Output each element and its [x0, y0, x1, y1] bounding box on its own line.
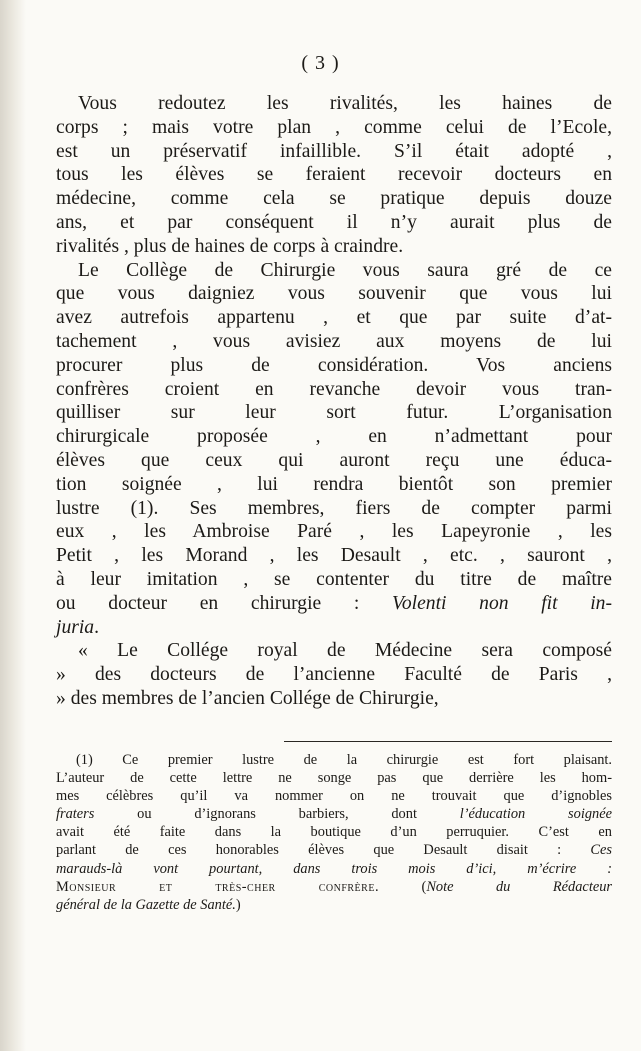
text-line: ans, et par conséquent il n’y aurait plus de — [56, 211, 612, 233]
text-line: à leur imitation , se contenter du titre de maître — [56, 568, 612, 590]
footnote-italic: l’éducation soignée — [459, 806, 612, 823]
text-line: quilliser sur leur sort futur. L’organisation — [56, 402, 612, 424]
footnote-fragment: parlant de ces honorables élèves que Desault disait : — [56, 842, 591, 859]
footnote-line: général de la Gazette de Santé.) — [56, 896, 241, 913]
text-line: » des membres de l’ancien Collége de Chirurgie, — [56, 687, 439, 709]
footnote-line — [56, 841, 612, 859]
text-line: chirurgicale proposée , en n’admettant pour — [56, 426, 612, 448]
footnote-divider — [284, 741, 612, 742]
latin-quote-part1: Volenti non fit in- — [392, 592, 612, 614]
text-line: est un préservatif infaillible. S’il était adopté , — [56, 140, 612, 162]
text-line: tion soignée , lui rendra bientôt son premier — [56, 473, 612, 495]
footnote-line: avait été faite dans la boutique d’un perruquier. C’est en — [56, 824, 612, 841]
footnote-smallcaps: Monsieur et très-cher confrère. — [56, 878, 380, 895]
text-line: « Le Collége royal de Médecine sera composé — [78, 640, 612, 662]
footnote-italic: marauds-là vont pourtant, dans trois mois d’ici, m’écrire : — [56, 860, 612, 877]
text-fragment: ou docteur en chirurgie : — [56, 592, 393, 614]
text-line: élèves que ceux qui auront reçu une éduca- — [56, 449, 612, 471]
latin-quote-part2: juria — [56, 616, 95, 638]
footnote-fragment: ou d’ignorans barbiers, dont — [94, 806, 460, 823]
footnote-line: L’auteur de cette lettre ne songe pas que derrière les hom- — [56, 770, 612, 787]
text-line: eux , les Ambroise Paré , les Lapeyronie , les — [56, 521, 612, 543]
text-line: Le Collège de Chirurgie vous saura gré de ce — [78, 259, 612, 281]
footnote-line: Monsieur et très-cher confrère. (Note du Rédacteur — [56, 878, 613, 895]
footnote-line — [56, 860, 612, 878]
text-line: médecine, comme cela se pratique depuis douze — [56, 188, 612, 210]
text-line-with-quote — [56, 592, 612, 616]
text-line: tous les élèves se feraient recevoir docteurs en — [56, 164, 612, 186]
text-line: lustre (1). Ses membres, fiers de compter parmi — [56, 497, 612, 519]
text-line: confrères croient en revanche devoir vous tran- — [56, 378, 612, 400]
book-gutter — [0, 0, 26, 1051]
text-line: Vous redoutez les rivalités, les haines de — [78, 93, 612, 114]
footnote-line: mes célèbres qu’il va nommer on ne trouvait que d’ignobles — [56, 788, 612, 805]
footnote-line: (1) Ce premier lustre de la chirurgie est fort plaisant. — [76, 752, 612, 768]
text-line: corps ; mais votre plan , comme celui de l’Ecole, — [56, 116, 612, 138]
text-line: tachement , vous avisiez aux moyens de lui — [56, 330, 612, 352]
text-line: procurer plus de considération. Vos anciens — [56, 354, 612, 376]
footnote — [56, 751, 612, 914]
page-number: ( 3 ) — [301, 52, 340, 74]
footnote-italic: fraters — [56, 806, 95, 823]
text-line: » des docteurs de l’ancienne Faculté de Paris , — [56, 664, 612, 686]
footnote-italic: général de la Gazette de Santé. — [56, 896, 236, 913]
footnote-line — [56, 805, 612, 823]
text-line: Petit , les Morand , les Desault , etc. , sauront , — [56, 545, 612, 567]
text-line: que vous daigniez vous souvenir que vous lui — [56, 283, 612, 305]
main-text — [56, 92, 612, 711]
text-line-with-quote: juria. — [56, 616, 100, 638]
text-line: avez autrefois appartenu , et que par suite d’at- — [56, 307, 612, 329]
footnote-italic: Ces — [590, 842, 612, 859]
text-line: rivalités , plus de haines de corps à craindre. — [56, 235, 404, 257]
footnote-editor-note: Note du Rédacteur — [426, 878, 613, 895]
